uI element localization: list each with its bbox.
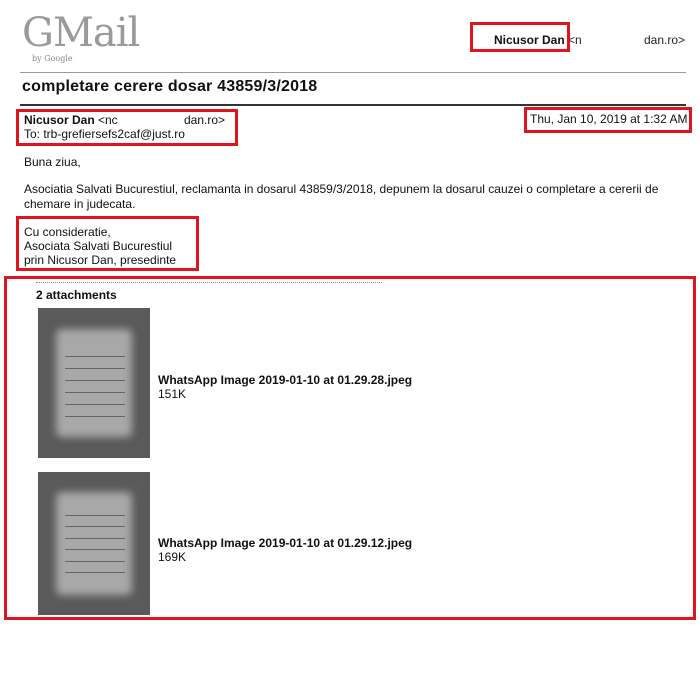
sender-email-suffix: dan.ro> (184, 113, 226, 127)
sender-email-prefix: <nc (98, 113, 118, 127)
attachment-name-2[interactable]: WhatsApp Image 2019-01-10 at 01.29.12.jpeg (158, 536, 413, 550)
attachment-thumbnail-1[interactable] (38, 308, 150, 458)
recipient-line: To: trb-grefiersefs2caf@just.ro (24, 127, 185, 141)
signature-organization: Asociata Salvati Bucurestiul (24, 239, 173, 253)
closing-text: Cu consideratie, (24, 225, 111, 239)
attachment-name-1[interactable]: WhatsApp Image 2019-01-10 at 01.29.28.jpeg (158, 373, 413, 387)
body-paragraph-line1: Asociatia Salvati Bucurestiul, reclamanta in dosarul 43859/3/2018, depunem la dosarul cauzei o completare a cererii de (24, 182, 659, 196)
header-divider (20, 72, 686, 73)
greeting-text: Buna ziua, (24, 155, 81, 169)
account-email-suffix: dan.ro> (644, 33, 686, 47)
attachment-thumbnail-2[interactable] (38, 472, 150, 615)
account-email-prefix: <n (568, 33, 582, 47)
sender-name[interactable]: Nicusor Dan (24, 113, 95, 127)
gmail-logo (22, 10, 142, 63)
signature-author: prin Nicusor Dan, presedinte (24, 253, 177, 267)
message-date: Thu, Jan 10, 2019 at 1:32 AM (530, 112, 688, 126)
attachments-title: 2 attachments (36, 288, 117, 302)
attachment-size-1: 151K (158, 387, 187, 401)
account-user-name: Nicusor Dan (494, 33, 565, 47)
subject-divider (20, 104, 686, 106)
email-subject: completare cerere dosar 43859/3/2018 (22, 78, 318, 95)
attachments-divider (36, 282, 382, 283)
logo-text: GMail (22, 10, 140, 56)
logo-sub-text: by Google (32, 54, 73, 63)
body-paragraph-line2: chemare in judecata. (24, 197, 136, 211)
attachment-size-2: 169K (158, 550, 187, 564)
